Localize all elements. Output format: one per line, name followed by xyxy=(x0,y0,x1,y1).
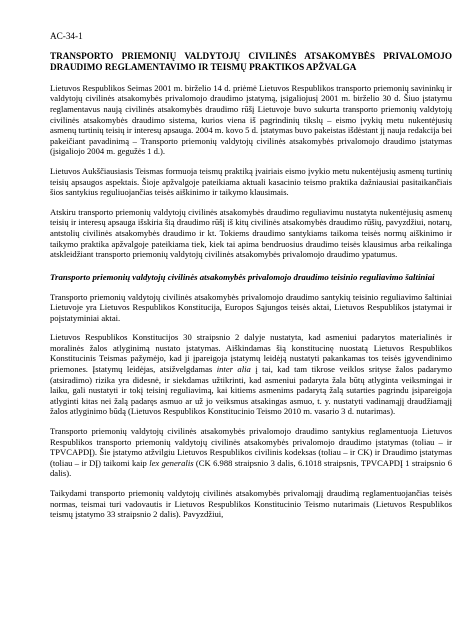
section-heading: Transporto priemonių valdytojų civilinės atsakomybės privalomojo draudimo teisinio reguliavimo šaltiniai xyxy=(50,271,435,282)
paragraph-courts: Taikydami transporto priemonių valdytojų civilinės atsakomybės privalomąjį draudimą reglamentuojančias teisės normas, teismai turi vadovautis ir Lietuvos Respublikos Konstitucinio Teismo nutarimais (Lietuvos Respublikos teismų įstatymo 33 straipsnio 2 dalis). Pavyzdžiui, xyxy=(50,488,452,520)
paragraph-intro: Lietuvos Respublikos Seimas 2001 m. birželio 14 d. priėmė Lietuvos Respublikos transporto priemonių savininkų ir valdytojų civilinės atsakomybės privalomojo draudimo įstatymą, įsigaliojusį 2001 m. birželio 30 d. Šiuo įstatymu reglamentavus naują civilinės atsakomybės draudimo rūšį Lietuvoje buvo sukurta transporto priemonių valdytojų civilinės atsakomybės draudimo sistema, kurios viena iš pagrindinių tikslų – eismo įvykių metu nukentėjusių asmenų turtinių teisių ir interesų apsauga. 2004 m. kovo 5 d. įstatymas buvo pakeistas išdėstant jį nauja redakcija bei pakeičiant pavadinimą – Transporto priemonių valdytojų civilinės atsakomybės privalomojo draudimo įstatymas (įsigaliojo 2004 m. gegužės 1 d.). xyxy=(50,82,452,157)
paragraph-sources: Transporto priemonių valdytojų civilinės atsakomybės privalomojo draudimo santykių teisinio reguliavimo šaltiniai Lietuvoje yra Lietuvos Respublikos Konstitucija, Europos Sąjungos teisės aktai, Lietuvos Respublikos įstatymai ir poįstatyminiai aktai. xyxy=(50,291,452,323)
paragraph-scope: Atskiru transporto priemonių valdytojų civilinės atsakomybės draudimo reguliavimu nustatyta nukentėjusių asmenų teisių ir interesų apsauga išskiria šią draudimo rūšį iš kitų civilinės atsakomybės draudimo rūšių, pavyzdžiui, notarų, antstolių civilinės atsakomybės draudimo ir kt. Tokiems draudimo santykiams taikoma teisės normų aiškinimo ir taikymo praktika apžvalgoje pateikiama tiek, kiek tai apima bendruosius draudimo teisės klausimus arba reikalinga atskleidžiant transporto priemonių valdytojų civilinės atsakomybės privalomojo draudimo ypatumus. xyxy=(50,206,452,260)
paragraph-supreme-court: Lietuvos Aukščiausiasis Teismas formuoja teismų praktiką įvairiais eismo įvykio metu nukentėjusių asmenų turtinių teisių apsaugos aspektais. Šioje apžvalgoje pateikiama aktuali kasacinio teismo praktika dažniausiai pasitaikančiais šios santykius reguliuojančias teisės aiškinimo ir taikymo klausimais. xyxy=(50,165,452,198)
document-code: AC-34-1 xyxy=(50,31,83,41)
paragraph-constitution-part1: Lietuvos Respublikos Konstitucijos 30 straipsnio 2 dalyje nustatyta, kad asmeniui padarytos materialinės ir moralinės žalos atlyginimą nustato įstatymas. Aiškindamas šią konstitucinę nuostatą Lietuvos Respublikos Konstitucinis Teismas pažymėjo, kad ji įpareigoja įstatymų leidėją nustatyti pakankamas tos teisės įgyvendinimo priemones. Įstatymų leidėjas, atsižvelgdamas xyxy=(50,332,452,375)
paragraph-constitution-part2: į tai, kad tam tikrose veiklos srityse žalos padarymo (atsiradimo) rizika yra didesnė, ir siekdamas užtikrinti, kad asmeniui padaryta žala būtų atlyginta veiksmingai ir laiku, gali nustatyti ir tokį teisinį reguliavimą, kai kitiems asmenims padarytą žalą sutarties pagrindu įsipareigoja atlyginti kitas nei žalą padaręs asmuo ar už jo veiksmus atsakingas asmuo, t. y. nustatyti vadinamąjį draudžiamąjį žalos atlyginimo būdą (Lietuvos Respublikos Konstitucinio Teismo 2010 m. vasario 3 d. nutarimas). xyxy=(50,364,453,417)
paragraph-law-part1: Transporto priemonių valdytojų civilinės atsakomybės privalomojo draudimo santykius reglamentuoja Lietuvos Respublikos transporto priemonių valdytojų civilinės atsakomybės privalomojo draudimo įstatymas (toliau – ir TPVCAPDĮ). Šie įstatymo atžvilgiu Lietuvos Respublikos civilinis kodeksas (toliau – ir CK) ir Draudimo įstatymas (toliau – ir DĮ) taikomi kaip xyxy=(50,426,452,468)
paragraph-constitution xyxy=(50,332,452,417)
inter-alia-term: inter alia xyxy=(216,364,251,375)
paragraph-law xyxy=(50,426,452,479)
paragraph-law-part2: (CK 6.988 straipsnio 3 dalis, 6.1018 straipsnis, TPVCAPDĮ 1 straipsnio 6 dalis). xyxy=(50,457,452,479)
lex-generalis-term: lex generalis xyxy=(149,457,194,468)
document-title: TRANSPORTO PRIEMONIŲ VALDYTOJŲ CIVILINĖS ATSAKOMYBĖS PRIVALOMOJO DRAUDIMO REGLAMENTAVIMO IR TEISMŲ PRAKTIKOS APŽVALGA xyxy=(50,51,452,73)
